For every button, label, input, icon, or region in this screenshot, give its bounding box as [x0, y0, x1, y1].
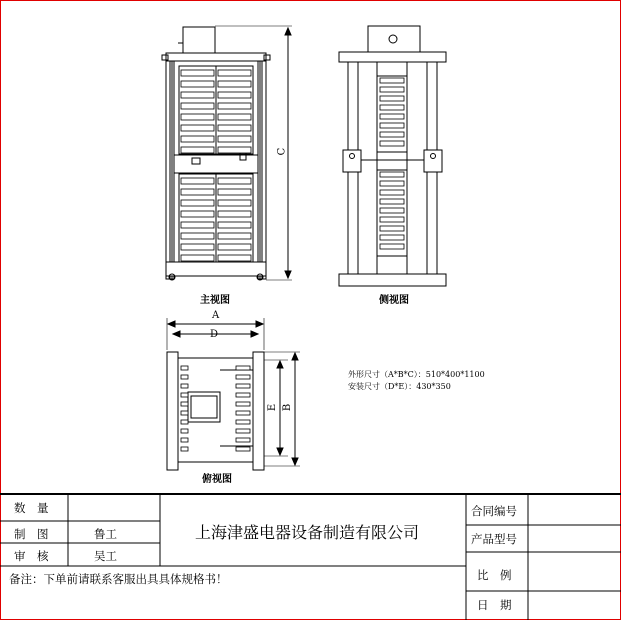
side-view-label: 侧视图 — [379, 295, 409, 306]
coil-fin — [181, 411, 188, 415]
dimension-e-label: E — [267, 403, 279, 412]
coil-fin — [380, 123, 404, 128]
coil-fin — [380, 105, 404, 110]
coil-fin — [380, 235, 404, 240]
coil-fin — [181, 222, 214, 228]
coil-fin — [236, 402, 250, 406]
date-label: 日 期 — [477, 598, 512, 612]
coil-fin — [181, 375, 188, 379]
coil-fin — [380, 78, 404, 83]
mount-dimensions-spec: 安装尺寸（D*E）：430*350 — [348, 382, 451, 391]
coil-fin — [181, 429, 188, 433]
coil-fin — [236, 438, 250, 442]
dimension-b-label: B — [282, 403, 294, 412]
coil-fin — [181, 420, 188, 424]
coil-fin — [181, 438, 188, 442]
coil-fin — [236, 384, 250, 388]
coil-fin — [181, 447, 188, 451]
coil-fin — [380, 96, 404, 101]
dimension-a-label: A — [212, 310, 220, 321]
coil-fin — [218, 244, 251, 250]
order-note: 备注：下单前请联系客服出具具体规格书！ — [9, 572, 228, 586]
coil-fin — [181, 366, 188, 370]
coil-fin — [181, 233, 214, 239]
coil-fin — [218, 136, 251, 142]
company-name: 上海津盛电器设备制造有限公司 — [195, 523, 420, 542]
dimension-c-label: C — [276, 147, 288, 156]
coil-fin — [236, 411, 250, 415]
coil-fin — [218, 70, 251, 76]
coil-fin — [236, 393, 250, 397]
reviewer-label: 审 核 — [14, 549, 49, 563]
top-view-label: 俯视图 — [202, 474, 232, 485]
reviewer-value: 吴工 — [94, 549, 117, 563]
coil-fin — [218, 211, 251, 217]
coil-fin — [181, 147, 214, 153]
coil-fin — [218, 178, 251, 184]
coil-fin — [218, 189, 251, 195]
drafter-label: 制 图 — [14, 527, 49, 541]
coil-fin — [181, 178, 214, 184]
coil-fin — [181, 255, 214, 261]
main-view-label: 主视图 — [200, 295, 230, 306]
quantity-label: 数 量 — [14, 501, 49, 515]
coil-fin — [380, 208, 404, 213]
coil-fin — [218, 103, 251, 109]
coil-fin — [181, 393, 188, 397]
coil-fin — [218, 147, 251, 153]
coil-fin — [181, 384, 188, 388]
coil-fin — [218, 81, 251, 87]
coil-fin — [218, 222, 251, 228]
coil-fin — [380, 132, 404, 137]
coil-fin — [236, 447, 250, 451]
coil-fin — [181, 189, 214, 195]
coil-fin — [236, 420, 250, 424]
coil-fin — [181, 70, 214, 76]
coil-fin — [218, 114, 251, 120]
coil-fin — [218, 125, 251, 131]
coil-fin — [380, 141, 404, 146]
coil-fin — [236, 366, 250, 370]
coil-fin — [181, 200, 214, 206]
coil-fin — [181, 136, 214, 142]
coil-fin — [380, 217, 404, 222]
coil-fin — [380, 226, 404, 231]
coil-fin — [218, 233, 251, 239]
coil-fin — [380, 114, 404, 119]
coil-fin — [218, 255, 251, 261]
coil-fin — [181, 244, 214, 250]
coil-fin — [236, 375, 250, 379]
product-model-label: 产品型号 — [471, 532, 517, 546]
coil-fin — [218, 200, 251, 206]
coil-fin — [181, 92, 214, 98]
coil-fin — [181, 402, 188, 406]
coil-fin — [181, 114, 214, 120]
coil-fin — [380, 244, 404, 249]
outline-dimensions-spec: 外形尺寸（A*B*C）：510*400*1100 — [348, 370, 485, 379]
coil-fin — [181, 211, 214, 217]
coil-fin — [380, 199, 404, 204]
drafter-value: 鲁工 — [94, 527, 117, 541]
coil-fin — [236, 429, 250, 433]
scale-label: 比 例 — [477, 568, 512, 582]
coil-fin — [380, 172, 404, 177]
coil-fin — [181, 81, 214, 87]
coil-fin — [380, 181, 404, 186]
contract-number-label: 合同编号 — [471, 504, 517, 518]
coil-fin — [380, 87, 404, 92]
coil-fin — [181, 103, 214, 109]
dimension-d-label: D — [210, 329, 219, 340]
coil-fin — [181, 125, 214, 131]
coil-fin — [380, 190, 404, 195]
coil-fin — [218, 92, 251, 98]
